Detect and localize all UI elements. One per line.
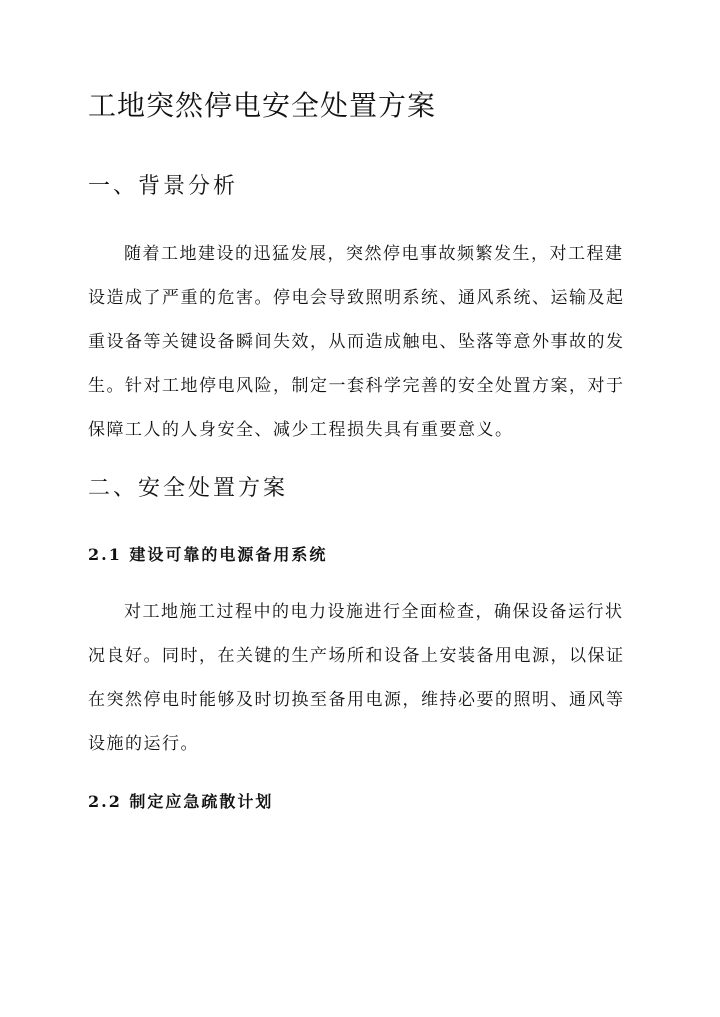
section-heading-background: 一、背景分析 — [88, 174, 239, 199]
paragraph-line: 设施的运行。 — [88, 734, 199, 754]
paragraph-line: 生。针对工地停电风险，制定一套科学完善的安全处置方案，对于 — [88, 376, 625, 396]
subsection-heading-backup-power: 2.1 建设可靠的电源备用系统 — [88, 545, 328, 564]
paragraph-line: 况良好。同时，在关键的生产场所和设备上安装备用电源，以保证 — [88, 646, 625, 666]
paragraph-line: 保障工人的人身安全、减少工程损失具有重要意义。 — [88, 420, 514, 440]
backup-power-paragraph — [88, 590, 632, 766]
background-paragraph — [88, 232, 632, 452]
paragraph-line: 对工地施工过程中的电力设施进行全面检查，确保设备运行状 — [124, 602, 624, 622]
section-heading-safety-plan: 二、安全处置方案 — [88, 476, 289, 501]
document-title: 工地突然停电安全处置方案 — [88, 89, 437, 122]
paragraph-line: 随着工地建设的迅猛发展，突然停电事故频繁发生，对工程建 — [124, 244, 624, 264]
paragraph-line: 在突然停电时能够及时切换至备用电源，维持必要的照明、通风等 — [88, 690, 625, 710]
paragraph-line: 重设备等关键设备瞬间失效，从而造成触电、坠落等意外事故的发 — [88, 332, 625, 352]
paragraph-line: 设造成了严重的危害。停电会导致照明系统、通风系统、运输及起 — [88, 288, 625, 308]
subsection-heading-evacuation-plan: 2.2 制定应急疏散计划 — [88, 792, 274, 811]
